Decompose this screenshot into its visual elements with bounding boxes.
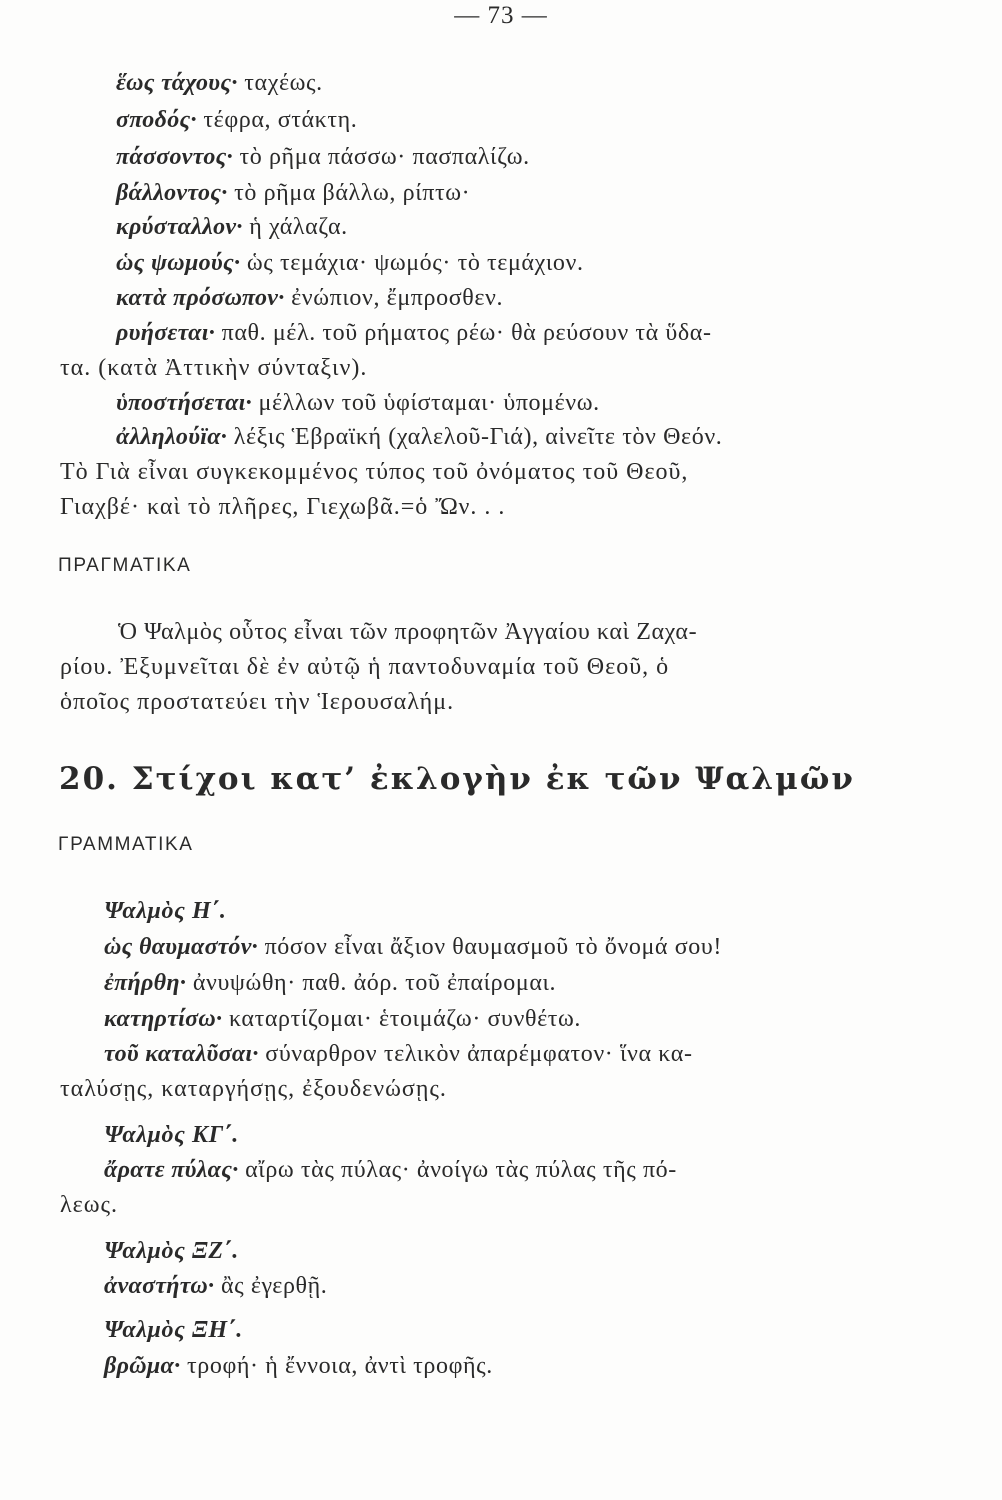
- glossary-definition: πόσον εἶναι ἄξιον θαυμασμοῦ τὸ ὄνομά σου!: [257, 934, 722, 960]
- glossary-definition: τέφρα, στάκτη.: [196, 107, 358, 133]
- glossary-definition: Γιαχβέ· καὶ τὸ πλῆρες, Γιεχωβᾶ.=ὁ Ὤν. . .: [60, 494, 506, 520]
- glossary-definition: Τὸ Γιὰ εἶναι συγκεκομμένος τύπος τοῦ ὀνόματος τοῦ Θεοῦ,: [60, 459, 689, 485]
- glossary-entry: [116, 70, 323, 97]
- glossary-definition: ταχέως.: [237, 70, 323, 96]
- glossary-term: ὡς θαυμαστόν·: [104, 934, 258, 960]
- psalm-heading: Ψαλμὸς ΚΓ΄.: [104, 1122, 239, 1148]
- glossary-continuation: [60, 355, 367, 382]
- glossary-continuation: [60, 459, 688, 486]
- glossary-term: ἀλληλούϊα·: [116, 424, 228, 450]
- glossary-definition: ἀνυψώθη· παθ. ἀόρ. τοῦ ἐπαίρομαι.: [186, 970, 557, 996]
- psalm-heading: Ψαλμὸς ΞΖ΄.: [104, 1238, 239, 1264]
- glossary-definition: λεως.: [60, 1192, 119, 1218]
- glossary-entry: [116, 107, 357, 134]
- page-number: — 73 —: [454, 2, 548, 29]
- psalm-heading: Ψαλμὸς ΞΗ΄.: [104, 1317, 243, 1343]
- section-title: 20. Στίχοι κατ’ ἐκλογὴν ἐκ τῶν Ψαλμῶν: [59, 761, 855, 797]
- glossary-definition: ὡς τεμάχια· ψωμός· τὸ τεμάχιον.: [240, 250, 584, 276]
- glossary-term: ἕως τάχους·: [116, 70, 238, 96]
- glossary-term: πάσσοντος·: [116, 144, 233, 170]
- glossary-term: βρῶμα·: [104, 1353, 181, 1379]
- glossary-definition: τροφή· ἡ ἔννοια, ἀντὶ τροφῆς.: [180, 1353, 493, 1379]
- glossary-definition: ταλύσῃς, καταργήσῃς, ἐξουδενώσῃς.: [60, 1076, 447, 1102]
- glossary-entry: [104, 970, 556, 997]
- glossary-continuation: [60, 1192, 118, 1219]
- glossary-term: κρύσταλλον·: [116, 214, 243, 240]
- glossary-entry: [116, 180, 470, 207]
- glossary-definition: ἐνώπιον, ἔμπροσθεν.: [284, 285, 504, 311]
- pragmatika-paragraph-line: Ὁ Ψαλμὸς οὗτος εἶναι τῶν προφητῶν Ἀγγαίου καὶ Ζαχα-: [118, 619, 698, 645]
- glossary-entry: [116, 250, 584, 277]
- glossary-entry: [116, 214, 348, 241]
- glossary-entry: [104, 1157, 677, 1184]
- glossary-definition: σύναρθρον τελικὸν ἀπαρέμφατον· ἵνα κα-: [258, 1041, 693, 1067]
- glossary-definition: τὸ ρῆμα βάλλω, ρίπτω·: [227, 180, 471, 206]
- glossary-definition: παθ. μέλ. τοῦ ρήματος ρέω· θὰ ρεύσουν τὰ ὕδα-: [215, 320, 712, 346]
- glossary-term: κατὰ πρόσωπον·: [116, 285, 285, 311]
- pragmatika-label: ΠΡΑΓΜΑΤΙΚΑ: [58, 555, 192, 576]
- glossary-entry: [116, 424, 722, 451]
- glossary-continuation: [60, 1076, 447, 1103]
- glossary-entry: [116, 390, 600, 417]
- glossary-term: σποδός·: [116, 107, 197, 133]
- glossary-definition: ἡ χάλαζα.: [242, 214, 348, 240]
- glossary-entry: [116, 320, 712, 347]
- pragmatika-paragraph-line: ὁποῖος προστατεύει τὴν Ἱερουσαλήμ.: [60, 689, 455, 715]
- glossary-entry: [116, 285, 503, 312]
- glossary-entry: [104, 1041, 693, 1068]
- glossary-definition: τὸ ρῆμα πάσσω· πασπαλίζω.: [232, 144, 530, 170]
- glossary-term: ἀναστήτω·: [104, 1273, 215, 1299]
- pragmatika-paragraph-line: ρίου. Ἐξυμνεῖται δὲ ἐν αὐτῷ ἡ παντοδυναμία τοῦ Θεοῦ, ὁ: [60, 654, 670, 680]
- glossary-entry: [116, 144, 530, 171]
- glossary-term: κατηρτίσω·: [104, 1006, 223, 1032]
- psalm-heading: Ψαλμὸς Η΄.: [104, 898, 227, 924]
- glossary-entry: [104, 1273, 327, 1300]
- glossary-definition: αἴρω τὰς πύλας· ἀνοίγω τὰς πύλας τῆς πό-: [238, 1157, 677, 1183]
- glossary-definition: καταρτίζομαι· ἑτοιμάζω· συνθέτω.: [222, 1006, 582, 1032]
- glossary-term: ὡς ψωμούς·: [116, 250, 241, 276]
- grammatika-label: ΓΡΑΜΜΑΤΙΚΑ: [58, 834, 194, 855]
- glossary-term: ρυήσεται·: [116, 320, 216, 346]
- glossary-term: βάλλοντος·: [116, 180, 228, 206]
- glossary-term: ὑποστήσεται·: [116, 390, 252, 416]
- glossary-definition: τα. (κατὰ Ἀττικὴν σύνταξιν).: [60, 355, 368, 381]
- glossary-entry: [104, 1006, 581, 1033]
- glossary-term: ἐπήρθη·: [104, 970, 187, 996]
- glossary-definition: μέλλων τοῦ ὑφίσταμαι· ὑπομένω.: [251, 390, 600, 416]
- glossary-term: ἄρατε πύλας·: [104, 1157, 239, 1183]
- glossary-entry: [104, 1353, 493, 1380]
- glossary-term: τοῦ καταλῦσαι·: [104, 1041, 259, 1067]
- glossary-definition: λέξις Ἑβραϊκή (χαλελοῦ-Γιά), αἰνεῖτε τὸν Θεόν.: [227, 424, 723, 450]
- glossary-definition: ἂς ἐγερθῇ.: [214, 1273, 328, 1299]
- glossary-entry: [104, 934, 722, 961]
- glossary-continuation: [60, 494, 505, 521]
